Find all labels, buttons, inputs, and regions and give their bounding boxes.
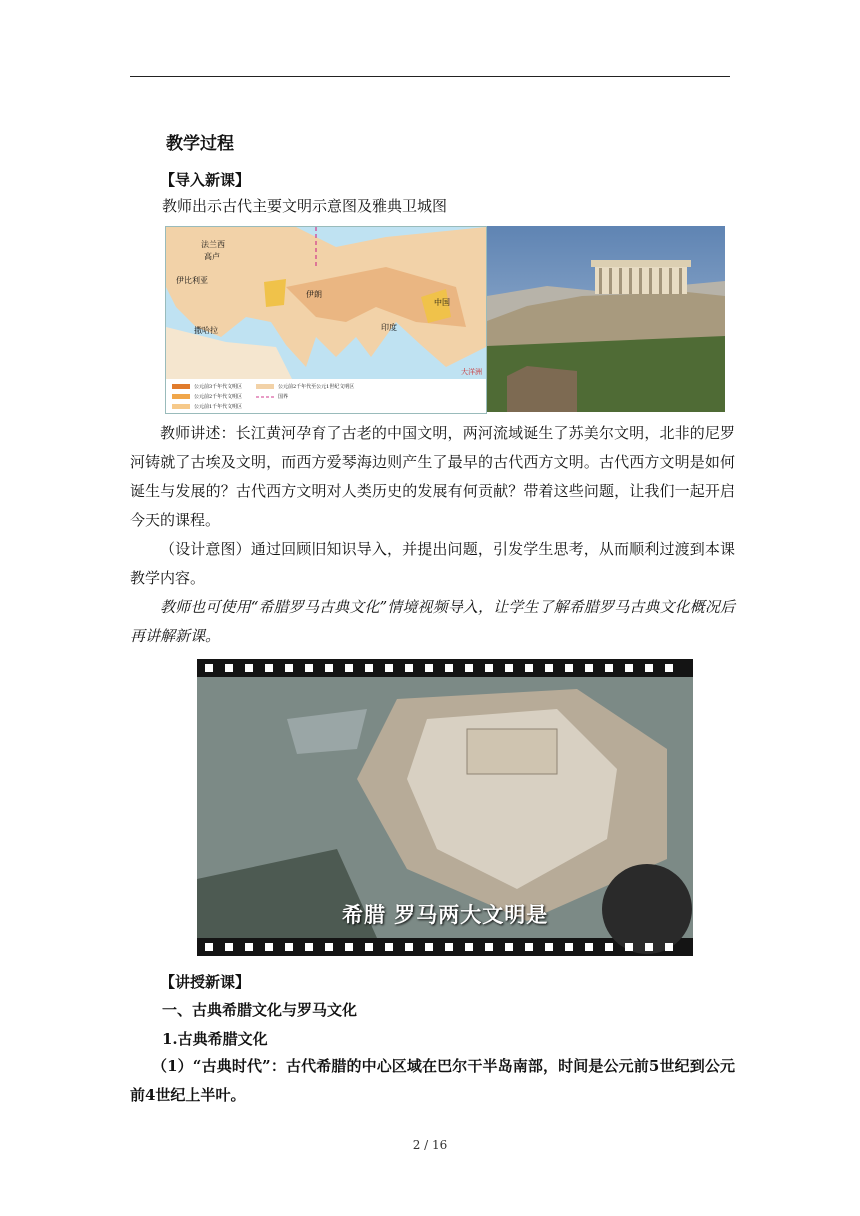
ancient-civilizations-map	[165, 226, 487, 414]
video-note: 教师也可使用“希腊罗马古典文化”情境视频导入，让学生了解希腊罗马古典文化概况后再讲解新课。	[130, 598, 735, 645]
new-lesson-label: 【讲授新课】	[160, 973, 251, 991]
video-subtitle: 希腊 罗马两大文明是	[342, 903, 549, 927]
header-rule	[130, 76, 730, 77]
design-intent: （设计意图）通过回顾旧知识导入，并提出问题，引发学生思考，从而顺利过渡到本课教学内容。	[130, 540, 735, 587]
map-label-iran: 伊朗	[306, 290, 322, 299]
map-legend-5: 公元前1千年代文明区	[194, 404, 243, 410]
section-heading-1: 一、古典希腊文化与罗马文化	[162, 1001, 358, 1019]
map-label-gaul: 高卢	[204, 252, 220, 261]
acropolis-graphic	[487, 226, 725, 412]
map-legend-2: 公元前2千年代至公元1世纪文明区	[278, 384, 355, 390]
map-label-sahara: 撒哈拉	[194, 326, 218, 335]
map-label-iberia: 伊比利亚	[176, 276, 208, 285]
page-number: 2 / 16	[412, 1138, 448, 1152]
map-label-china: 中国	[434, 298, 450, 307]
map-label-oceania: 大洋洲	[461, 368, 482, 376]
acropolis-photo	[487, 226, 725, 412]
map-legend-1: 公元前3千年代文明区	[194, 384, 243, 390]
point-1: （1）“古典时代”：古代希腊的中心区域在巴尔干半岛南部，时间是公元前5世纪到公元前4世纪上半叶。	[130, 1057, 735, 1104]
section-heading: 教学过程	[166, 134, 234, 154]
map-legend-3: 公元前2千年代文明区	[194, 394, 243, 400]
subsection-heading-1: 1.古典希腊文化	[162, 1030, 268, 1048]
video-frame	[197, 659, 693, 956]
teacher-narration: 教师讲述：长江黄河孕育了古老的中国文明，两河流域诞生了苏美尔文明，北非的尼罗河铸就了古埃及文明，而西方爱琴海边则产生了最早的古代西方文明。古代西方文明是如何诞生与发展的？古代西方文明对人类历史的发展有何贡献？带着这些问题，让我们一起开启今天的课程。	[130, 424, 735, 529]
map-legend-4: 国界	[278, 394, 289, 400]
intro-label: 【导入新课】	[160, 171, 251, 189]
map-label-india: 印度	[381, 323, 397, 332]
map-label-france: 法兰西	[201, 240, 225, 249]
intro-line: 教师出示古代主要文明示意图及雅典卫城图	[162, 197, 448, 215]
